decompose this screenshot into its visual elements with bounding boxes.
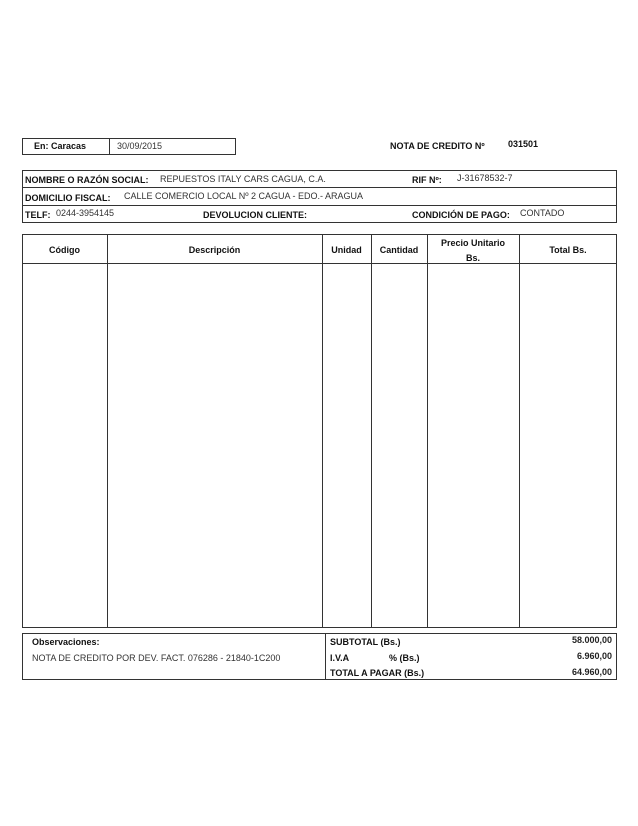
name-value: REPUESTOS ITALY CARS CAGUA, C.A. [160, 174, 326, 184]
col-divider [107, 234, 108, 628]
rif-label: RIF Nº: [412, 175, 442, 185]
address-label: DOMICILIO FISCAL: [25, 193, 111, 203]
iva-label: I.V.A [330, 653, 350, 663]
doc-title: NOTA DE CREDITO Nº [390, 141, 485, 151]
col-header-unit-price-currency: Bs. [465, 253, 480, 263]
footer-divider [325, 633, 326, 680]
phone-label: TELF: [25, 210, 51, 220]
header-divider [22, 263, 617, 264]
divider [22, 187, 617, 188]
date-value: 30/09/2015 [117, 141, 163, 151]
address-value: CALLE COMERCIO LOCAL Nº 2 CAGUA - EDO.- ARAGUA [124, 191, 364, 201]
iva-value: 6.960,00 [576, 651, 612, 661]
total-label: TOTAL A PAGAR (Bs.) [330, 668, 425, 678]
divider [22, 205, 617, 206]
col-divider [371, 234, 372, 628]
col-header-description: Descripción [188, 245, 241, 255]
total-value: 64.960,00 [571, 667, 612, 677]
payment-value: CONTADO [520, 208, 565, 218]
return-label: DEVOLUCION CLIENTE: [203, 210, 308, 220]
phone-value: 0244-3954145 [56, 208, 115, 218]
iva-percent-label: % (Bs.) [389, 653, 420, 663]
name-label: NOMBRE O RAZÓN SOCIAL: [25, 175, 149, 185]
items-table [22, 234, 617, 628]
col-header-total: Total Bs. [549, 245, 587, 255]
subtotal-value: 58.000,00 [571, 635, 612, 645]
observations-label: Observaciones: [32, 637, 100, 647]
doc-number: 031501 [508, 139, 539, 149]
city-label: En: Caracas [34, 141, 87, 151]
payment-label: CONDICIÓN DE PAGO: [412, 210, 510, 220]
subtotal-label: SUBTOTAL (Bs.) [330, 637, 401, 647]
col-divider [322, 234, 323, 628]
col-header-unit-price: Precio Unitario [440, 238, 505, 248]
col-header-unit: Unidad [331, 245, 362, 255]
col-divider [519, 234, 520, 628]
observations-text: NOTA DE CREDITO POR DEV. FACT. 076286 - 21840-1C200 [32, 653, 281, 663]
col-header-code: Código [49, 245, 80, 255]
col-header-quantity: Cantidad [379, 245, 419, 255]
col-divider [427, 234, 428, 628]
rif-value: J-31678532-7 [457, 173, 513, 183]
